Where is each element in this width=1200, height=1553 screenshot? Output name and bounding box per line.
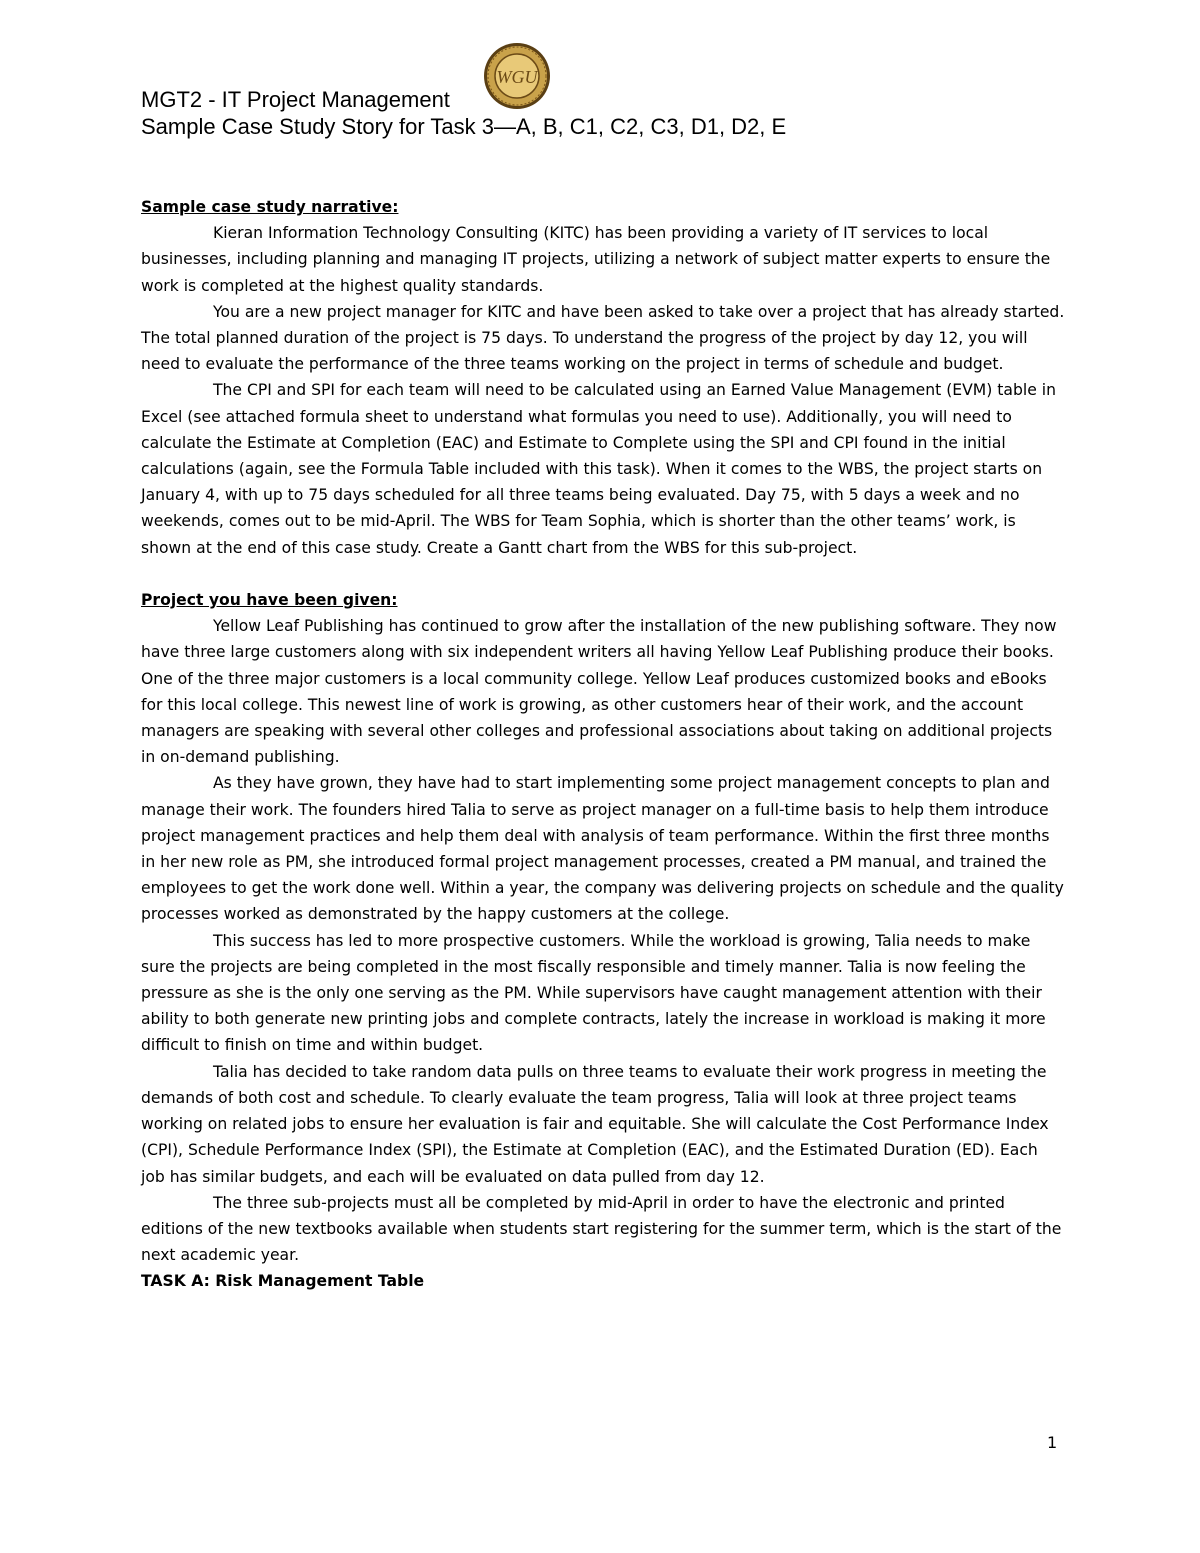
paragraph: You are a new project manager for KITC and have been asked to take over a project that has already started. The total planned duration of the project is 75 days. To understand the progress of the project by day 12, you will need to evaluate the performance of the three teams working on the project in terms of schedule and budget. — [141, 302, 1065, 374]
document-body — [141, 194, 1066, 1295]
page-number: 1 — [1047, 1433, 1058, 1452]
paragraph: Yellow Leaf Publishing has continued to grow after the installation of the new publishing software. They now have three large customers along with six independent writers all having Yellow Leaf Publishing produce their books. One of the three major customers is a local community college. Yellow Leaf produces customized books and eBooks for this local college. This newest line of work is growing, as other customers hear of their work, and the account managers are speaking with several other colleges and professional associations about taking on additional projects in on-demand publishing. — [141, 617, 1057, 767]
seal-icon — [483, 42, 551, 110]
paragraph: The CPI and SPI for each team will need to be calculated using an Earned Value Management (EVM) table in Excel (see attached formula sheet to understand what formulas you need to use). Additionally, you will need to calculate the Estimate at Completion (EAC) and Estimate to Complete using the SPI and CPI found in the initial calculations (again, see the Formula Table included with this task). When it comes to the WBS, the project starts on January 4, with up to 75 days scheduled for all three teams being evaluated. Day 75, with 5 days a week and no weekends, comes out to be mid-April. The WBS for Team Sophia, which is shorter than the other teams’ work, is shown at the end of this case study. Create a Gantt chart from the WBS for this sub-project. — [141, 381, 1056, 557]
paragraph: Talia has decided to take random data pulls on three teams to evaluate their work progress in meeting the demands of both cost and schedule. To clearly evaluate the team progress, Talia will look at three project teams working on related jobs to ensure her evaluation is fair and equitable. She will calculate the Cost Performance Index (CPI), Schedule Performance Index (SPI), the Estimate at Completion (EAC), and the Estimated Duration (ED). Each job has similar budgets, and each will be evaluated on data pulled from day 12. — [141, 1062, 1049, 1186]
paragraph: As they have grown, they have had to start implementing some project management concepts to plan and manage their work. The founders hired Talia to serve as project manager on a full-time basis to help them introduce project management practices and help them deal with analysis of team performance. Within the first three months in her new role as PM, she introduced formal project management processes, created a PM manual, and trained the employees to get the work done well. Within a year, the company was delivering projects on schedule and the quality processes worked as demonstrated by the happy customers at the college. — [141, 774, 1064, 924]
page-title: MGT2 - IT Project Management — [141, 87, 450, 112]
svg-text:WGU: WGU — [496, 67, 538, 87]
paragraph: This success has led to more prospective customers. While the workload is growing, Talia needs to make sure the projects are being completed in the most fiscally responsible and timely manner. Talia is now feeling the pressure as she is the only one serving as the PM. While supervisors have caught management attention with their ability to both generate new printing jobs and complete contracts, lately the increase in workload is making it more difficult to finish on time and within budget. — [141, 931, 1046, 1055]
section-heading-project: Project you have been given: — [141, 591, 398, 610]
section-heading-narrative: Sample case study narrative: — [141, 198, 399, 216]
spacer — [141, 561, 1066, 587]
page-subtitle: Sample Case Study Story for Task 3—A, B, C1, C2, C3, D1, D2, E — [141, 114, 787, 139]
wgu-seal-logo — [483, 42, 551, 110]
task-a-heading: TASK A: Risk Management Table — [141, 1272, 425, 1291]
paragraph: The three sub-projects must all be completed by mid-April in order to have the electronic and printed editions of the new textbooks available when students start registering for the summer term, which is the start of the next academic year. — [141, 1193, 1062, 1265]
paragraph: Kieran Information Technology Consulting (KITC) has been providing a variety of IT services to local businesses, including planning and managing IT projects, utilizing a network of subject matter experts to ensure the work is completed at the highest quality standards. — [141, 224, 1051, 295]
